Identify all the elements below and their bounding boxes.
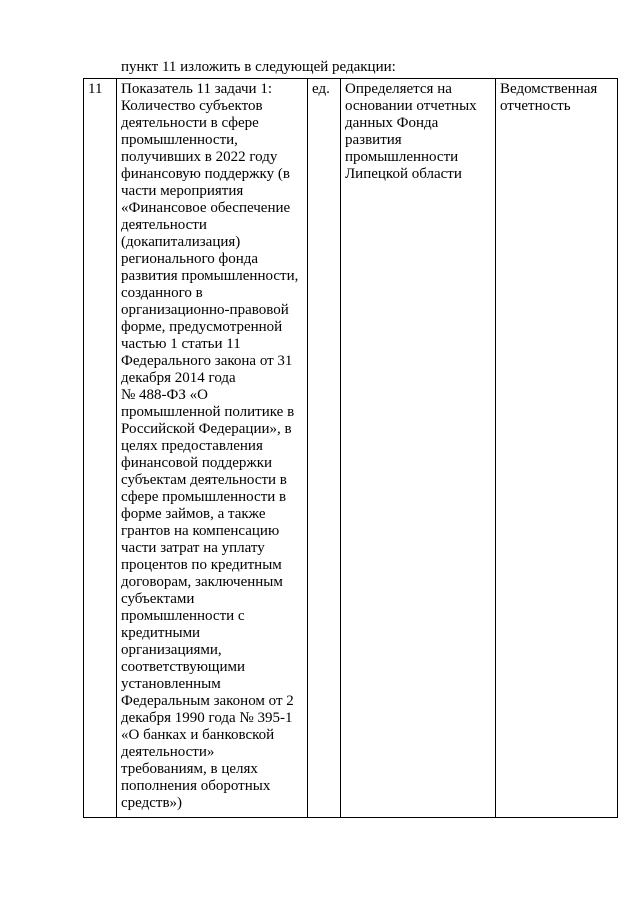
text-line: декабря 2014 года xyxy=(121,370,236,386)
text-line: Количество субъектов xyxy=(121,98,263,114)
reporting-basis-cell xyxy=(496,79,618,818)
text-line: деятельности xyxy=(121,217,207,233)
table-row xyxy=(84,79,618,818)
unit-cell: ед. xyxy=(308,79,341,818)
text-line: финансовой поддержки xyxy=(121,455,273,471)
text-line: договорам, заключенным xyxy=(121,574,283,590)
text-line: № 488-ФЗ «О xyxy=(121,387,209,403)
text-line: Федерального закона от 31 xyxy=(121,353,293,369)
text-line: организациями, xyxy=(121,642,222,658)
text-line: промышленности, xyxy=(121,132,238,148)
text-line: развития промышленности, xyxy=(121,268,299,284)
text-line: Ведомственная xyxy=(500,81,598,97)
text-line: деятельности» xyxy=(121,744,215,760)
indicator-table xyxy=(83,78,618,818)
text-line: части затрат на уплату xyxy=(121,540,265,556)
text-line: субъектами xyxy=(121,591,195,607)
text-line: данных Фонда xyxy=(345,115,439,131)
text-line: деятельности в сфере xyxy=(121,115,259,131)
indicator-name-cell xyxy=(117,79,308,818)
text-line: основании отчетных xyxy=(345,98,477,114)
text-line: грантов на компенсацию xyxy=(121,523,280,539)
row-number-cell: 11 xyxy=(84,79,117,818)
text-line: развития xyxy=(345,132,402,148)
reporting-basis-text xyxy=(500,81,613,115)
intro-text: пункт 11 изложить в следующей редакции: xyxy=(121,59,396,75)
text-line: организационно-правовой xyxy=(121,302,289,318)
text-line: целях предоставления xyxy=(121,438,263,454)
data-source-text xyxy=(345,81,491,183)
text-line: части мероприятия xyxy=(121,183,244,199)
text-line: Определяется на xyxy=(345,81,452,97)
text-line: (докапитализация) xyxy=(121,234,241,250)
text-line: установленным xyxy=(121,676,221,692)
text-line: получивших в 2022 году xyxy=(121,149,278,165)
text-line: регионального фонда xyxy=(121,251,259,267)
text-line: декабря 1990 года № 395-1 xyxy=(121,710,293,726)
text-line: соответствующими xyxy=(121,659,245,675)
text-line: «Финансовое обеспечение xyxy=(121,200,291,216)
text-line: средств») xyxy=(121,795,183,811)
text-line: частью 1 статьи 11 xyxy=(121,336,241,352)
text-line: Липецкой области xyxy=(345,166,462,182)
text-line: пополнения оборотных xyxy=(121,778,271,794)
text-line: промышленности с xyxy=(121,608,245,624)
text-line: созданного в xyxy=(121,285,203,301)
data-source-cell xyxy=(341,79,496,818)
text-line: форме займов, а также xyxy=(121,506,266,522)
text-line: Федеральным законом от 2 xyxy=(121,693,294,709)
text-line: субъектам деятельности в xyxy=(121,472,287,488)
text-line: форме, предусмотренной xyxy=(121,319,283,335)
text-line: процентов по кредитным xyxy=(121,557,282,573)
text-line: промышленности xyxy=(345,149,459,165)
text-line: промышленной политике в xyxy=(121,404,295,420)
text-line: кредитными xyxy=(121,625,201,641)
text-line: Показатель 11 задачи 1: xyxy=(121,81,272,97)
text-line: отчетность xyxy=(500,98,571,114)
text-line: Российской Федерации», в xyxy=(121,421,292,437)
indicator-text xyxy=(121,81,303,812)
text-line: финансовую поддержку (в xyxy=(121,166,290,182)
text-line: требованиям, в целях xyxy=(121,761,258,777)
text-line: сфере промышленности в xyxy=(121,489,287,505)
text-line: «О банках и банковской xyxy=(121,727,275,743)
